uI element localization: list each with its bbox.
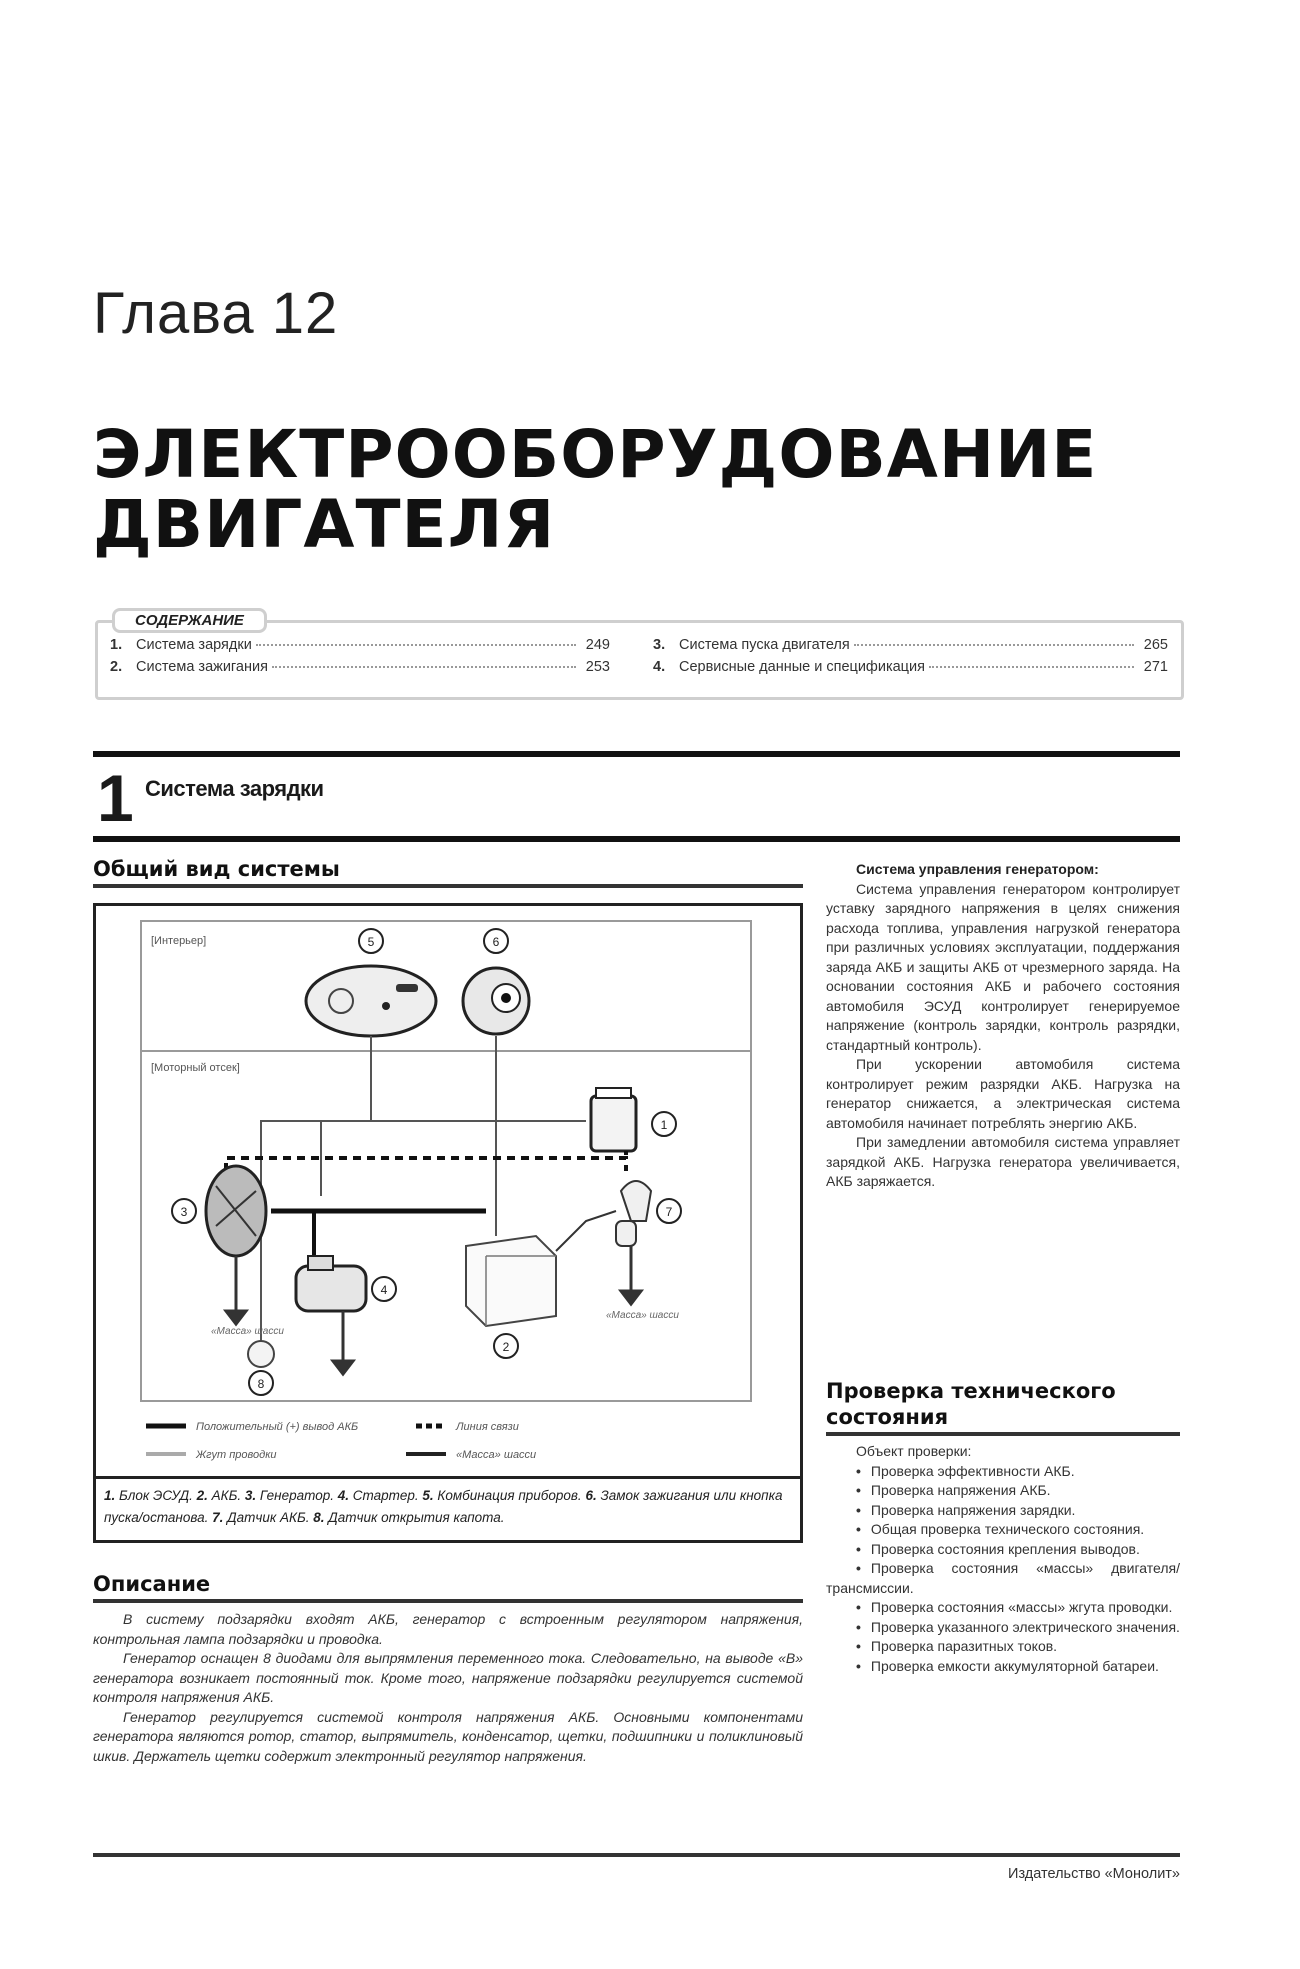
toc-leader-dots (929, 666, 1134, 668)
description-paragraph: Генератор оснащен 8 диодами для выпрямления переменного тока. Следовательно, на выводе «B» генератора возникает постоянный ток. Кроме того, напряжение подзарядки регулируется системой контроля напряжения АКБ. (93, 1650, 803, 1705)
svg-text:5: 5 (367, 935, 375, 949)
inspection-item: • Проверка состояния крепления выводов. (826, 1540, 1180, 1560)
overview-heading-rule (93, 884, 803, 888)
toc-item-number: 4. (653, 659, 666, 675)
inspection-item: • Проверка паразитных токов. (826, 1637, 1180, 1657)
description-body (93, 1610, 803, 1766)
diagram-legend (146, 1421, 536, 1461)
description-paragraph: В систему подзарядки входят АКБ, генератор с встроенным регулятором напряжения, контрольная лампа подзарядки и проводка. (93, 1611, 803, 1647)
inspection-section (826, 1442, 1180, 1676)
instrument-cluster-icon (306, 929, 436, 1036)
publisher-label: Издательство «Монолит» (1008, 1866, 1180, 1882)
alternator-icon (172, 1166, 266, 1256)
generator-control-section (826, 860, 1180, 1192)
description-heading-rule (93, 1599, 803, 1603)
ecm-icon (591, 1088, 676, 1151)
svg-text:Жгут проводки: Жгут проводки (196, 1449, 277, 1461)
chapter-title-line1: ЭЛЕКТРООБОРУДОВАНИЕ (93, 416, 1098, 493)
description-paragraph: Генератор регулируется системой контроля напряжения АКБ. Основными компонентами генератора являются ротор, статор, выпрямитель, конденсатор, щетки, подшипники и поликлиновый шкив. Держатель щетки содержит электронный регулятор напряжения. (93, 1708, 803, 1764)
toc-heading: СОДЕРЖАНИЕ (112, 608, 267, 633)
generator-control-paragraph: При ускорении автомобиля система контролирует режим разрядки АКБ. Нагрузка на генератор снижается, а электрическая система автомобиля начинает потреблять энергию АКБ. (826, 1056, 1180, 1131)
svg-text:Линия связи: Линия связи (456, 1421, 519, 1433)
svg-text:1: 1 (660, 1118, 668, 1132)
diagram-caption: 1. Блок ЭСУД. 2. АКБ. 3. Генератор. 4. Стартер. 5. Комбинация приборов. 6. Замок зажигания или кнопка пуска/останова. 7. Датчик АКБ. 8. Датчик открытия капота. (93, 1476, 803, 1543)
svg-text:7: 7 (665, 1205, 673, 1219)
toc-item-label: Система зарядки (136, 637, 252, 653)
toc-item-label: Система пуска двигателя (679, 637, 850, 653)
zone-interior-label: [Интерьер] (151, 935, 207, 947)
inspection-item: • Проверка указанного электрического значения. (826, 1618, 1180, 1638)
toc-leader-dots (854, 644, 1134, 646)
hood-switch-icon (248, 1341, 274, 1395)
charging-system-diagram (93, 903, 803, 1543)
communication-line (226, 1158, 626, 1171)
svg-text:8: 8 (257, 1377, 265, 1391)
battery-sensor-icon (556, 1181, 681, 1251)
svg-text:3: 3 (180, 1205, 188, 1219)
generator-control-heading: Система управления генератором: (856, 861, 1099, 877)
toc-item-number: 3. (653, 637, 666, 653)
ground-label: «Масса» шасси (211, 1326, 284, 1337)
inspection-heading-rule (826, 1432, 1180, 1436)
chapter-title-line2: ДВИГАТЕЛЯ (93, 486, 556, 563)
svg-text:2: 2 (502, 1340, 510, 1354)
diagram-svg (96, 906, 800, 1476)
inspection-list (826, 1462, 1180, 1677)
inspection-item: • Проверка состояния «массы» жгута проводки. (826, 1598, 1180, 1618)
toc-leader-dots (256, 644, 576, 646)
chapter-label: Глава 12 (93, 281, 339, 346)
section-title: Система зарядки (145, 776, 324, 801)
inspection-item: • Проверка напряжения зарядки. (826, 1501, 1180, 1521)
inspection-intro: Объект проверки: (856, 1443, 972, 1459)
inspection-item: • Проверка емкости аккумуляторной батареи. (826, 1657, 1180, 1677)
toc-item-label: Сервисные данные и спецификация (679, 659, 925, 675)
description-heading: Описание (93, 1572, 211, 1596)
toc-item-label: Система зажигания (136, 659, 268, 675)
footer-rule (93, 1853, 1180, 1857)
toc-item[interactable] (653, 659, 1168, 675)
toc-item[interactable] (110, 659, 610, 675)
svg-text:4: 4 (380, 1283, 388, 1297)
toc-item-page: 265 (1143, 637, 1168, 653)
zone-engine-label: [Моторный отсек] (151, 1062, 240, 1074)
inspection-item: • Проверка напряжения АКБ. (826, 1481, 1180, 1501)
section-rule-bottom (93, 836, 1180, 842)
chapter-title (93, 416, 1098, 563)
inspection-item: • Проверка состояния «массы» двигателя/трансмиссии. (826, 1559, 1180, 1598)
generator-control-paragraph: Система управления генератором контролирует уставку зарядного напряжения в целях снижения расхода топлива, управления нагрузкой генератора при различных условиях эксплуатации, поддержания заряда АКБ и защиты АКБ от чрезмерного заряда. На основании состояния АКБ и рабочего состояния автомобиля ЭСУД контролирует генерируемое напряжение (контроль зарядки, контроль разрядки, стандартный контроль). (826, 880, 1180, 1053)
ground-symbols (226, 1246, 641, 1374)
svg-text:Положительный (+) вывод АКБ: Положительный (+) вывод АКБ (196, 1421, 359, 1433)
inspection-item: • Общая проверка технического состояния. (826, 1520, 1180, 1540)
generator-control-paragraph: При замедлении автомобиля система управляет зарядкой АКБ. Нагрузка генератора увеличивается, АКБ заряжается. (826, 1134, 1180, 1189)
svg-text:«Масса» шасси: «Масса» шасси (456, 1449, 537, 1461)
toc-item-number: 2. (110, 659, 123, 675)
toc-item-number: 1. (110, 637, 123, 653)
toc-leader-dots (272, 666, 576, 668)
battery-icon (466, 1236, 556, 1358)
starter-icon (296, 1256, 396, 1311)
overview-heading: Общий вид системы (93, 857, 340, 881)
toc-item-page: 249 (585, 637, 610, 653)
svg-text:6: 6 (492, 935, 500, 949)
section-rule-top (93, 751, 1180, 757)
inspection-heading: Проверка технического состояния (826, 1379, 1116, 1429)
toc-item-page: 271 (1143, 659, 1168, 675)
toc-item-page: 253 (585, 659, 610, 675)
toc-item[interactable] (110, 637, 610, 653)
ignition-switch-icon (463, 929, 529, 1034)
toc-item[interactable] (653, 637, 1168, 653)
inspection-item: • Проверка эффективности АКБ. (826, 1462, 1180, 1482)
ground-label: «Масса» шасси (606, 1310, 679, 1321)
section-number: 1 (97, 761, 134, 835)
